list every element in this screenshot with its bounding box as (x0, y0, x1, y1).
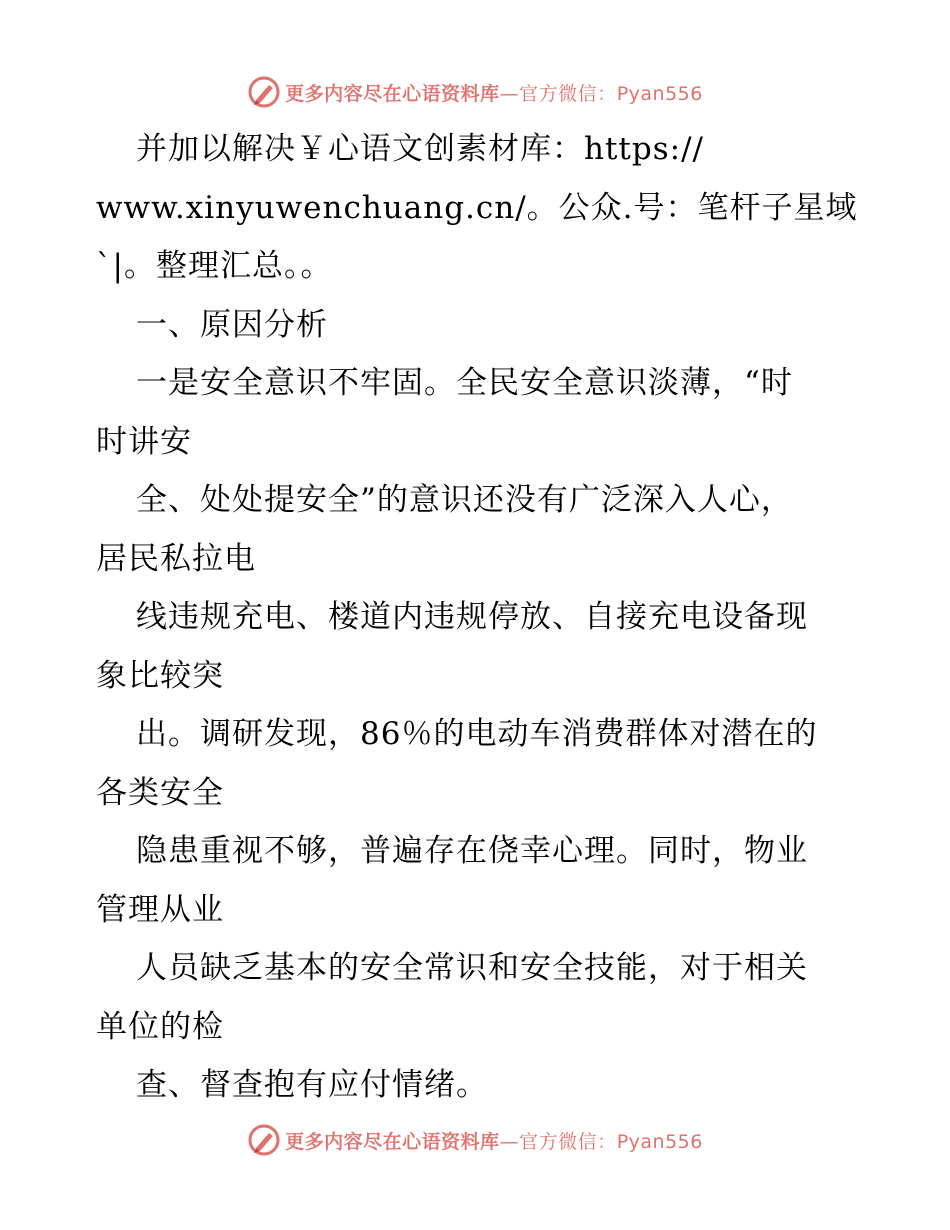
text-line: `|。整理汇总。。 (96, 248, 333, 284)
text-line: 象比较突 (96, 657, 224, 694)
text-line: 人员缺乏基本的安全常识和安全技能，对于相关 (136, 950, 808, 986)
watermark-contact-label: 官方微信： (519, 82, 617, 105)
watermark-dash: — (499, 82, 520, 105)
watermark-contact-label: 官方微信： (519, 1130, 617, 1153)
watermark-brand: 更多内容尽在心语资料库 (285, 82, 500, 105)
text-line: 隐患重视不够，普遍存在侥幸心理。同时，物业 (136, 833, 808, 869)
document-body (96, 120, 856, 1115)
text-line: 线违规充电、楼道内违规停放、自接充电设备现 (136, 599, 808, 635)
text-line: 查、督查抱有应付情绪。 (136, 1067, 488, 1103)
text-line: 居民私拉电 (96, 540, 256, 577)
text-line: 时讲安 (96, 423, 192, 460)
pen-logo-icon (247, 75, 281, 109)
text-line: 管理从业 (96, 891, 224, 928)
text-line: 一、原因分析 (136, 306, 328, 343)
watermark-brand: 更多内容尽在心语资料库 (285, 1130, 500, 1153)
text-line: 单位的检 (96, 1008, 224, 1045)
watermark-contact-id: Pyan556 (616, 1130, 703, 1153)
header-watermark (0, 72, 950, 112)
text-line: 一是安全意识不牢固。全民安全意识淡薄，“时 (136, 365, 793, 401)
footer-watermark (0, 1120, 950, 1160)
text-line: 全、处处提安全”的意识还没有广泛深入人心， (136, 482, 793, 518)
watermark-dash: — (499, 1130, 520, 1153)
text-line: 各类安全 (96, 774, 224, 811)
text-line: 出。调研发现，86％的电动车消费群体对潜在的 (136, 716, 818, 752)
pen-logo-icon (247, 1123, 281, 1157)
watermark-contact-id: Pyan556 (616, 82, 703, 105)
text-line: 并加以解决￥心语文创素材库：https:// (136, 131, 704, 167)
text-line: www.xinyuwenchuang.cn/。公众.号：笔杆子星域 (96, 189, 858, 226)
